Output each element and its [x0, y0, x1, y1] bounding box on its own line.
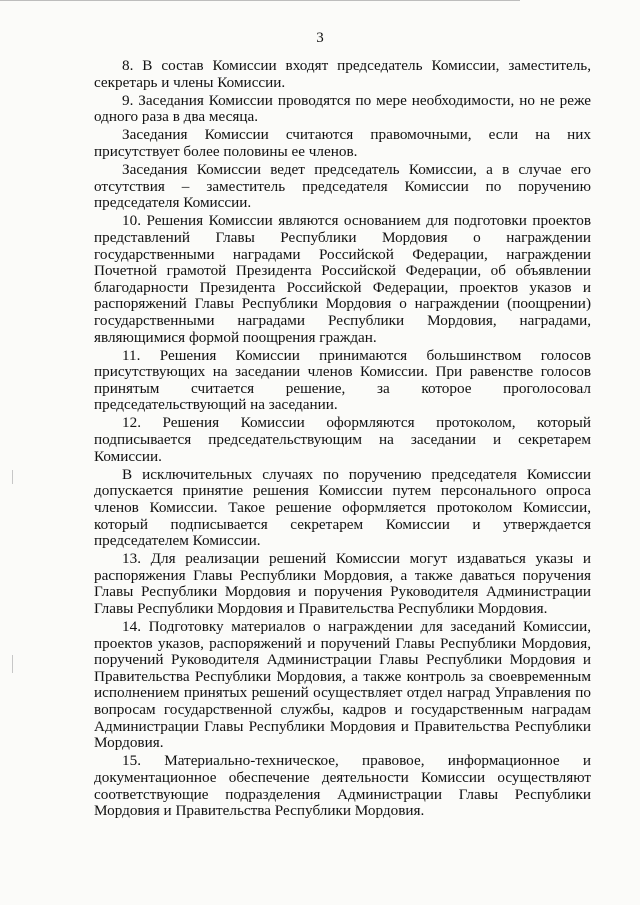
scan-artifact — [12, 470, 13, 484]
paragraph-11: 11. Решения Комиссии принимаются большинством голосов присутствующих на заседании членов Комиссии. При равенстве голосов принятым считается решение, за которое проголосовал председательствующий на заседании. — [94, 346, 591, 414]
paragraph-12: 12. Решения Комиссии оформляются протоколом, который подписывается председательствующим на заседании и секретарем Комиссии. — [94, 414, 591, 465]
paragraph-13: 13. Для реализации решений Комиссии могут издаваться указы и распоряжения Главы Республики Мордовия, а также даваться поручения Главы Республики Мордовия и поручения Руководителя Администрации Главы Республики Мордовия и Правительства Республики Мордовия. — [94, 550, 591, 617]
paragraph-8: 8. В состав Комиссии входят председатель Комиссии, заместитель, секретарь и члены Комиссии. — [94, 57, 591, 91]
paragraph-14: 14. Подготовку материалов о награждении для заседаний Комиссии, проектов указов, распоряжений и поручений Главы Республики Мордовия, поручений Руководителя Администрации Главы Республики Мордовия и Правительства Республики Мордовия, а также контроль за своевременным исполнением принятых решений осуществляет отдел наград Управления по вопросам государственной службы, кадров и государственным наградам Администрации Главы Республики Мордовия и Правительства Республики Мордовия. — [94, 618, 591, 752]
document-body — [94, 58, 591, 821]
paragraph-12-exception: В исключительных случаях по поручению председателя Комиссии допускается принятие решения Комиссии путем персонального опроса членов Комиссии. Такое решение оформляется протоколом Комиссии, который подписывается секретарем Комиссии и утверждается председателем Комиссии. — [94, 465, 591, 550]
scan-artifact — [12, 655, 13, 673]
paragraph-9-chair: Заседания Комиссии ведет председатель Комиссии, а в случае его отсутствия – заместитель председателя Комиссии по поручению председателя Комиссии. — [94, 161, 591, 212]
paragraph-15: 15. Материально-техническое, правовое, информационное и документационное обеспечение деятельности Комиссии осуществляют соответствующие подразделения Администрации Главы Республики Мордовия и Правительства Республики Мордовия. — [94, 752, 591, 820]
paragraph-10: 10. Решения Комиссии являются основанием для подготовки проектов представлений Главы Республики Мордовия о награждении государственными наградами Российской Федерации, награждении Почетной грамотой Президента Российской Федерации, об объявлении благодарности Президента Российской Федерации, проектов указов и распоряжений Главы Республики Мордовия о награждении (поощрении) государственными наградами Республики Мордовия, наградами, являющимися формой поощрения граждан. — [94, 212, 591, 346]
page-number: 3 — [316, 30, 324, 46]
scan-edge-line — [0, 0, 520, 1]
paragraph-9: 9. Заседания Комиссии проводятся по мере необходимости, но не реже одного раза в два месяца. — [94, 91, 591, 126]
paragraph-9-quorum: Заседания Комиссии считаются правомочными, если на них присутствует более половины ее членов. — [94, 126, 591, 160]
